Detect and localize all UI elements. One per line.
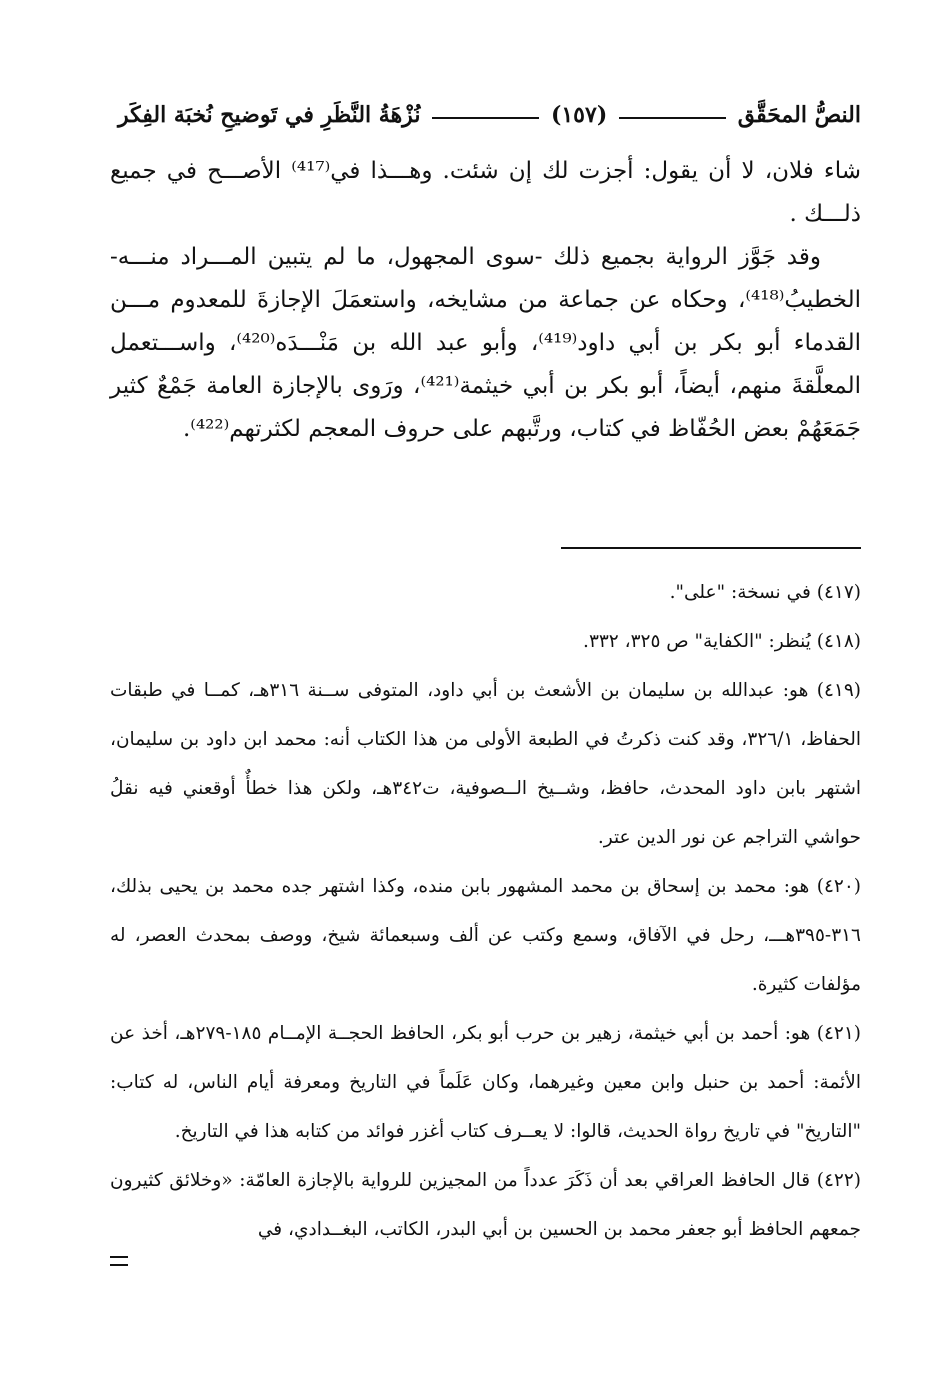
continuation-mark [110, 1256, 128, 1266]
footnote-text: في نسخة: "على". [669, 582, 811, 603]
footnote [110, 1009, 861, 1156]
footnote-text: قال الحافظ العراقي بعد أن ذَكَرَ عدداً من المجيزين للرواية بالإجازة العامّة: «وخلائق كثيرون جمعهم الحافظ أبو جعفر محمد بن الحسين بن أبي البدر، الكاتب، البغــدادي، في [110, 1170, 861, 1240]
footnote-number: (٤١٧) [816, 582, 861, 603]
footnote-text: هو: أحمد بن أبي خيثمة، زهير بن حرب أبو بكر، الحافظ الحجــة الإمــام ١٨٥-٢٧٩هـ، أخذ عن الأئمة: أحمد بن حنبل وابن معين وغيرهما، وكان عَلَماً في التاريخ ومعرفة أيام الناس، له كتاب: "التاريخ" في تاريخ رواة الحديث، قالوا: لا يعــرف كتاب أغزر فوائد من كتابه هذا في التاريخ. [110, 1023, 861, 1142]
footnote-number: (٤١٩) [816, 680, 861, 701]
footnotes [110, 568, 861, 1254]
header-book-title: نُزْهَةُ النَّظَرِ في تَوضيحِ نُخبَة الفِكَر [118, 102, 421, 128]
footnote [110, 617, 861, 666]
footnote-text: هو: محمد بن إسحاق بن محمد المشهور بابن منده، وكذا اشتهر جده محمد بن يحيى بذلك، ٣١٦-٣٩٥هـــ، رحل في الآفاق، وسمع وكتب عن ألف وسبعمائة شيخ، ووصف بمحدث العصر، له مؤلفات كثيرة. [110, 876, 861, 995]
page-header [118, 98, 861, 132]
footnote [110, 666, 861, 862]
footnote [110, 1156, 861, 1254]
page-number: (١٥٧) [550, 102, 608, 128]
header-rule-left [432, 117, 538, 119]
footnote-text: هو: عبدالله بن سليمان بن الأشعث بن أبي داود، المتوفى ســنة ٣١٦هـ، كمــا في طبقات الحفاظ، ٣٢٦/١، وقد كنت ذكرتُ في الطبعة الأولى من هذا الكتاب أنه: محمد ابن داود بن سليمان، اشتهر بابن داود المحدث، حافظ، وشــيخ الــصوفية، ت٣٤٢هـ، ولكن هذا خطأٌ أوقعني فيه نقلُ حواشي التراجم عن نور الدين عتر. [110, 680, 861, 848]
footnote-number: (٤٢٢) [816, 1170, 861, 1191]
footnote [110, 568, 861, 617]
footnote-number: (٤١٨) [816, 631, 861, 652]
footnote-number: (٤٢١) [816, 1023, 861, 1044]
main-text [110, 150, 861, 451]
header-section-title: النصُّ المحَقَّق [737, 102, 861, 128]
paragraph: وقد جَوَّز الرواية بجميع ذلك -سوى المجهول، ما لم يتبين المـــراد منـــه- الخطيبُ⁽⁴¹⁸⁾، وحكاه عن جماعة من مشايخه، واستعمَلَ الإجازةَ للمعدوم مـــن القدماء أبو بكر بن أبي داود⁽⁴¹⁹⁾، وأبو عبد الله بن مَنْـــدَه⁽⁴²⁰⁾، واســـتعمل المعلَّقةَ منهم، أيضاً، أبو بكر بن أبي خيثمة⁽⁴²¹⁾، ورَوى بالإجازة العامة جَمْعٌ كثير جَمَعَهُمْ بعض الحُفّاظ في كتاب، ورتَّبهم على حروف المعجم لكثرتهم⁽⁴²²⁾. [110, 244, 861, 442]
header-rule-right [619, 117, 725, 119]
paragraph: شاء فلان، لا أن يقول: أجزت لك إن شئت. وهـــذا في⁽⁴¹⁷⁾ الأصـــح في جميع ذلـــك . [110, 158, 861, 227]
footnote-divider [561, 547, 861, 549]
footnote-number: (٤٢٠) [816, 876, 861, 897]
footnote-text: يُنظر: "الكفاية" ص ٣٢٥، ٣٣٢. [583, 631, 811, 652]
footnote [110, 862, 861, 1009]
